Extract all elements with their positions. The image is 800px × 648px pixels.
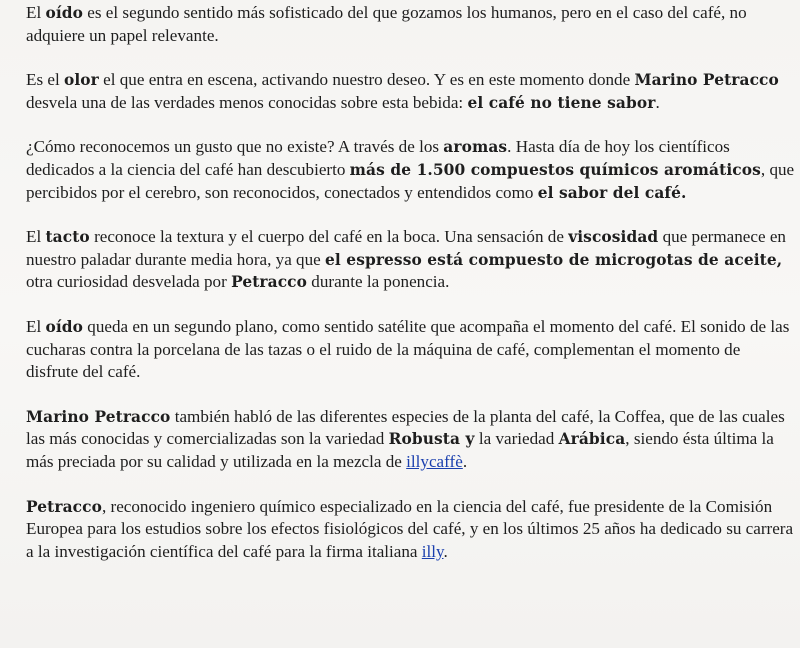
bold-text: el café no tiene sabor [467, 93, 656, 112]
text-run: Es el [26, 70, 64, 90]
bold-text: Petracco [231, 273, 308, 292]
inline-link[interactable]: illycaffè [406, 451, 463, 471]
paragraph [26, 496, 796, 564]
paragraph [26, 2, 796, 47]
text-run: que permanece en nuestro paladar durante media hora, ya que [26, 227, 786, 269]
text-run: . Hasta día de hoy los científicos dedicados a la ciencia del café han descubierto [26, 137, 730, 179]
text-run: ¿Cómo reconocemos un gusto que no existe? A través de los [26, 137, 444, 157]
bold-text: tacto [45, 228, 90, 247]
bold-text: oído [45, 317, 84, 336]
text-run: la variedad [474, 429, 559, 449]
bold-text: Marino Petracco [26, 407, 171, 426]
text-run: reconoce la textura y el cuerpo del café en la boca. Una sensación de [89, 227, 569, 247]
text-run: , siendo ésta última la más preciada por su calidad y utilizada en la mezcla de [26, 429, 774, 471]
paragraph [26, 316, 796, 384]
text-run: queda en un segundo plano, como sentido satélite que acompaña el momento del café. El sonido de las cucharas contra la porcelana de las tazas o el ruido de la máquina de café, complementan el momento de disfrute del café. [26, 316, 790, 382]
bold-text: Arábica [558, 430, 626, 449]
text-run: El [26, 316, 46, 336]
paragraph [26, 136, 796, 204]
bold-text: aromas [443, 138, 508, 157]
text-run: otra curiosidad desvelada por [26, 272, 232, 292]
text-run: . [655, 92, 660, 112]
bold-text: Petracco [26, 497, 102, 516]
paragraph [26, 406, 796, 474]
inline-link[interactable]: illy [421, 541, 444, 561]
paragraph [26, 226, 796, 294]
text-run: El [26, 3, 46, 22]
bold-text: más de 1.500 compuestos químicos aromáticos [349, 160, 761, 179]
text-run: desvela una de las verdades menos conocidas sobre esta bebida: [26, 92, 468, 112]
text-run: el que entra en escena, activando nuestro deseo. Y es en este momento donde [98, 70, 635, 90]
text-run: durante la ponencia. [307, 272, 450, 292]
bold-text: viscosidad [568, 228, 659, 247]
article-body [26, 2, 796, 585]
bold-text: Robusta y [388, 430, 475, 449]
bold-text: el espresso está compuesto de microgotas de aceite, [325, 250, 783, 269]
bold-text: Marino Petracco [634, 71, 779, 90]
text-run: , que percibidos por el cerebro, son reconocidos, conectados y entendidos como [26, 159, 795, 202]
text-run: , reconocido ingeniero químico especializado en la ciencia del café, fue presidente de la Comisión Europea para los estudios sobre los efectos fisiológicos del café, y en los últimos 25 años ha dedicado su carrera a la investigación científica del café para la firma italiana [26, 496, 794, 561]
bold-text: oído [45, 4, 84, 22]
bold-text: olor [63, 71, 99, 90]
bold-text: el sabor del café. [537, 183, 687, 202]
text-run: El [26, 227, 46, 247]
text-run: . [443, 541, 448, 561]
text-run: también habló de las diferentes especies de la planta del café, la Coffea, que de las cuales las más conocidas y comercializadas son la variedad [26, 406, 785, 449]
text-run: es el segundo sentido más sofisticado del que gozamos los humanos, pero en el caso del café, no adquiere un papel relevante. [26, 3, 747, 45]
paragraph [26, 69, 796, 114]
text-run: . [462, 451, 468, 471]
